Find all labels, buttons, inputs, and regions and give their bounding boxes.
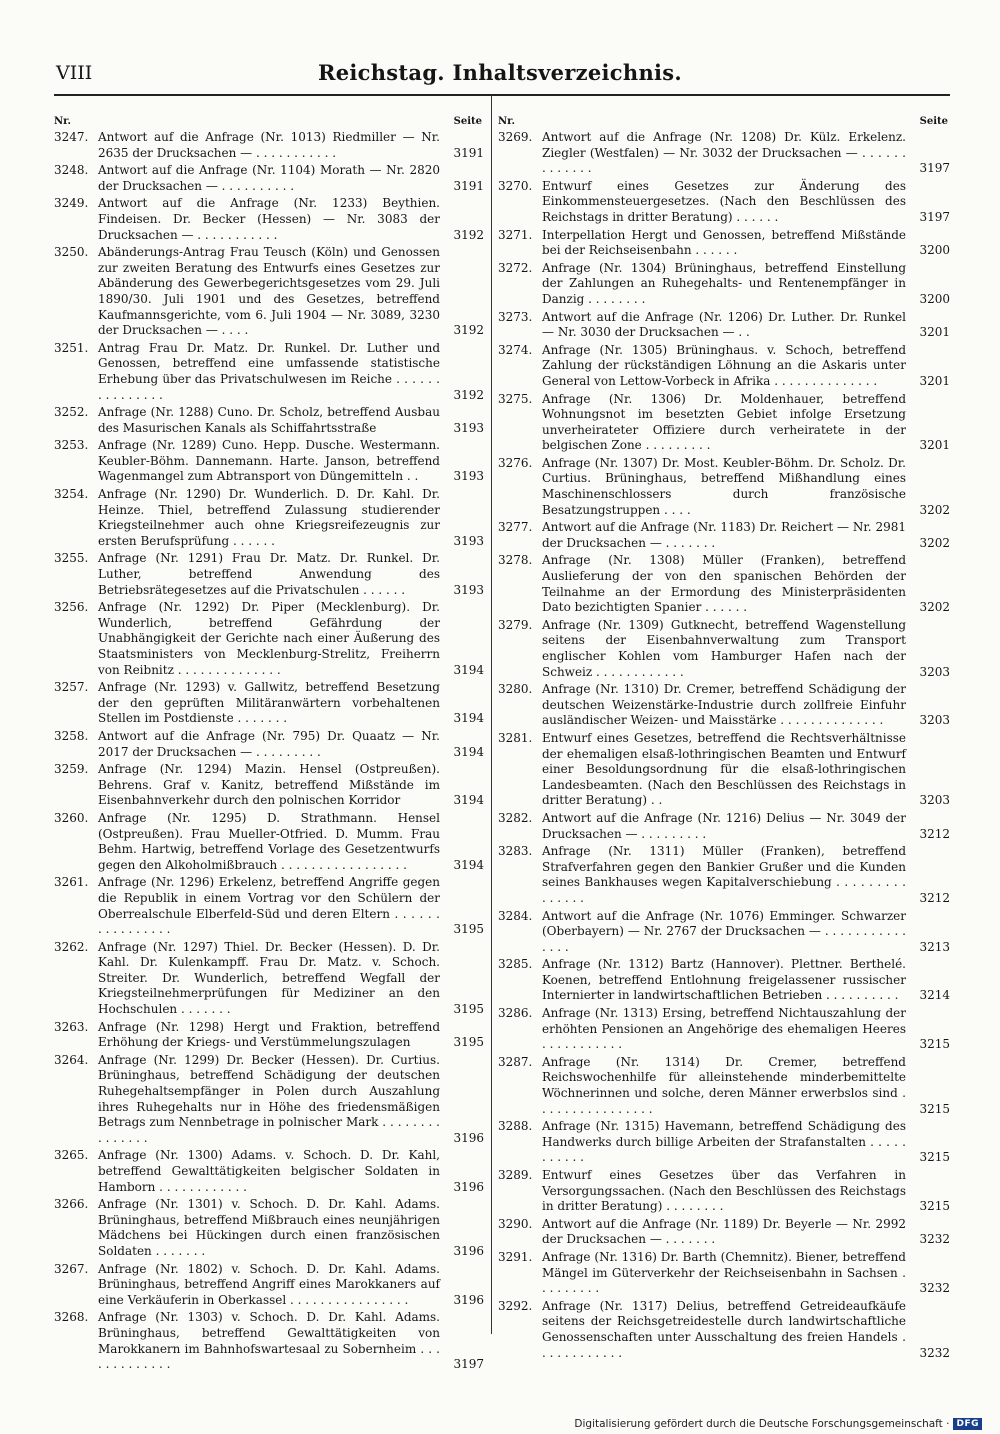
entry-number: 3250. <box>54 245 89 260</box>
entry-page: 3192 <box>453 323 484 338</box>
entry-number: 3261. <box>54 875 89 890</box>
entry-title: Antwort auf die Anfrage (Nr. 1233) Beythien. Findeisen. Dr. Becker (Hessen) — Nr. 3083 der Drucksachen — . . . . . . . . . . . <box>98 196 440 242</box>
entry-number: 3279. <box>498 617 533 632</box>
toc-entry <box>498 179 950 226</box>
entry-page: 3196 <box>453 1130 484 1145</box>
entry-page: 3197 <box>919 209 950 224</box>
entry-title: Entwurf eines Gesetzes zur Änderung des Einkommensteuergesetzes. (Nach den Beschlüssen des Reichstags in dritter Beratung) . . . . . . <box>542 178 906 224</box>
entry-page: 3196 <box>453 1292 484 1307</box>
toc-entry <box>498 1168 950 1215</box>
seite-header: Seite <box>453 116 482 127</box>
toc-entry <box>498 844 950 906</box>
footer <box>574 1418 982 1430</box>
entry-number: 3268. <box>54 1310 89 1325</box>
column-divider <box>491 95 492 1334</box>
toc-entry <box>498 682 950 729</box>
entry-number: 3275. <box>498 391 533 406</box>
entry-page: 3201 <box>919 373 950 388</box>
entry-page: 3191 <box>453 145 484 160</box>
entry-title: Anfrage (Nr. 1297) Thiel. Dr. Becker (Hessen). D. Dr. Kahl. Dr. Kulenkampff. Frau Dr. Matz. v. Schoch. Streiter. Dr. Wunderlich, betreffend Wegfall der Kriegsteilnehmerprüfungen für Mediziner an den Hochschulen . . . . . . . <box>98 939 440 1017</box>
entry-title: Anfrage (Nr. 1314) Dr. Cremer, betreffend Reichswochenhilfe für alleinstehende minderbemittelte Wöchnerinnen und solche, deren Männer erwerbslos sind . . . . . . . . . . . . . . . . <box>542 1054 906 1116</box>
toc-entry <box>54 729 484 760</box>
entry-number: 3287. <box>498 1054 533 1069</box>
entry-page: 3215 <box>919 1199 950 1214</box>
entry-title: Anfrage (Nr. 1301) v. Schoch. D. Dr. Kahl. Adams. Brüninghaus, betreffend Mißbrauch eines neunjährigen Mädchens bei Hückingen durch einen französischen Soldaten . . . . . . . <box>98 1197 440 1258</box>
entry-number: 3259. <box>54 762 89 777</box>
entry-page: 3232 <box>919 1281 950 1296</box>
entry-number: 3278. <box>498 553 533 568</box>
entry-page: 3213 <box>919 939 950 954</box>
entry-number: 3271. <box>498 227 533 242</box>
toc-entry <box>54 811 484 873</box>
entry-number: 3249. <box>54 196 89 211</box>
right-column <box>498 116 950 1363</box>
entry-page: 3192 <box>453 387 484 402</box>
toc-entry <box>54 940 484 1018</box>
entry-page: 3212 <box>919 890 950 905</box>
toc-entry <box>498 520 950 551</box>
entry-title: Anfrage (Nr. 1299) Dr. Becker (Hessen). Dr. Curtius. Brüninghaus, betreffend Schädigung der deutschen Ruhegehaltsempfänger in Polen durch Auszahlung ihres Ruhegehalts nur in Höhe des friedensmäßigen Betrags zum Nennbetrage in polnischer Mark . . . . . . . . . . . . . . . <box>98 1052 440 1145</box>
entry-number: 3254. <box>54 487 89 502</box>
running-title: Reichstag. Inhaltsverzeichnis. <box>317 60 683 85</box>
entry-number: 3256. <box>54 600 89 615</box>
toc-entry <box>498 130 950 177</box>
entry-title: Antwort auf die Anfrage (Nr. 1208) Dr. Külz. Erkelenz. Ziegler (Westfalen) — Nr. 3032 der Drucksachen — . . . . . . . . . . . . . <box>542 130 906 176</box>
entry-title: Anfrage (Nr. 1303) v. Schoch. D. Dr. Kahl. Adams. Brüninghaus, betreffend Gewalttätigkeiten von Marokkanern im Bahnhofswartesaal zu Sobernheim . . . . . . . . . . . . . <box>98 1310 440 1372</box>
toc-entry <box>498 957 950 1004</box>
toc-entry <box>498 553 950 615</box>
entry-page: 3193 <box>453 469 484 484</box>
entry-page: 3202 <box>919 535 950 550</box>
entry-title: Antrag Frau Dr. Matz. Dr. Runkel. Dr. Luther und Genossen, betreffend eine umfassende statistische Erhebung über das Privatschulwesen im Reiche . . . . . . . . . . . . . . . <box>98 340 440 402</box>
entry-number: 3289. <box>498 1168 533 1182</box>
entry-page: 3194 <box>453 857 484 872</box>
entry-title: Anfrage (Nr. 1309) Gutknecht, betreffend Wagenstellung seitens der Eisenbahnverwaltung zum Transport englischer Kohlen vom Hamburger Hafen nach der Schweiz . . . . . . . . . . . . <box>542 617 906 679</box>
page-number: VIII <box>56 62 93 84</box>
footer-credit: Digitalisierung gefördert durch die Deutsche Forschungsgemeinschaft · <box>574 1418 950 1430</box>
entry-title: Anfrage (Nr. 1296) Erkelenz, betreffend Angriffe gegen die Republik in einem Vortrag vor den Schülern der Oberrealschule Elberfeld-Süd und deren Eltern . . . . . . . . . . . . . . . . <box>98 875 440 937</box>
toc-entry <box>498 1250 950 1297</box>
entry-page: 3203 <box>919 664 950 679</box>
entry-page: 3193 <box>453 420 484 435</box>
entry-page: 3191 <box>453 178 484 193</box>
entry-page: 3195 <box>453 1002 484 1017</box>
entry-page: 3194 <box>453 793 484 808</box>
entry-title: Anfrage (Nr. 1289) Cuno. Hepp. Dusche. Westermann. Keubler-Böhm. Dannemann. Harte. Janson, betreffend Wagenmangel zum Abtransport von Düngemitteln . . <box>98 438 440 484</box>
toc-entry <box>54 438 484 485</box>
entry-page: 3195 <box>453 922 484 937</box>
entry-page: 3197 <box>919 161 950 176</box>
entry-title: Antwort auf die Anfrage (Nr. 1104) Morath — Nr. 2820 der Drucksachen — . . . . . . . . . . <box>98 163 440 193</box>
toc-entry <box>54 1148 484 1195</box>
entry-page: 3203 <box>919 793 950 808</box>
toc-entry <box>54 551 484 598</box>
entry-number: 3290. <box>498 1216 533 1231</box>
toc-entry <box>54 875 484 937</box>
entry-number: 3286. <box>498 1006 533 1021</box>
toc-entry <box>54 1020 484 1051</box>
entry-number: 3269. <box>498 130 533 144</box>
entry-page: 3215 <box>919 1101 950 1116</box>
toc-entry <box>498 1119 950 1166</box>
entry-number: 3292. <box>498 1298 533 1313</box>
entry-title: Abänderungs-Antrag Frau Teusch (Köln) und Genossen zur zweiten Beratung des Entwurfs eines Gesetzes zur Abänderung des Gewerbegerichtsgesetzes vom 29. Juli 1890/30. Juli 1901 und des Gesetzes, betreffend Kaufmannsgerichte, vom 6. Juli 1904 — Nr. 3089, 3230 der Drucksachen — . . . . <box>98 245 440 338</box>
entry-title: Anfrage (Nr. 1300) Adams. v. Schoch. D. Dr. Kahl, betreffend Gewalttätigkeiten belgischer Soldaten in Hamborn . . . . . . . . . . . . <box>98 1148 440 1194</box>
entry-title: Anfrage (Nr. 1290) Dr. Wunderlich. D. Dr. Kahl. Dr. Heinze. Thiel, betreffend Zulassung studierender Kriegsteilnehmer auch ohne Kriegsreifezeugnis zur ersten Berufsprüfung . . . . . . <box>98 487 440 548</box>
entry-title: Anfrage (Nr. 1315) Havemann, betreffend Schädigung des Handwerks durch billige Arbeiten der Strafanstalten . . . . . . . . . . . <box>542 1119 906 1165</box>
entry-title: Antwort auf die Anfrage (Nr. 1216) Delius — Nr. 3049 der Drucksachen — . . . . . . . . . <box>542 810 906 841</box>
entry-page: 3196 <box>453 1179 484 1194</box>
entry-number: 3263. <box>54 1019 89 1034</box>
entry-title: Antwort auf die Anfrage (Nr. 1189) Dr. Beyerle — Nr. 2992 der Drucksachen — . . . . . . . <box>542 1216 906 1247</box>
entry-number: 3266. <box>54 1197 89 1212</box>
entry-number: 3270. <box>498 178 533 193</box>
entry-number: 3248. <box>54 163 89 178</box>
toc-entry <box>498 456 950 518</box>
seite-header: Seite <box>919 116 948 127</box>
header-rule <box>54 94 950 96</box>
entry-title: Anfrage (Nr. 1311) Müller (Franken), betreffend Strafverfahren gegen den Bankier Grußer und die Kunden seines Bankhauses wegen Kapitalverschiebung . . . . . . . . . . . . . . . <box>542 844 906 905</box>
toc-entry <box>498 909 950 956</box>
toc-entry <box>54 130 484 161</box>
toc-entry <box>54 245 484 339</box>
entry-page: 3194 <box>453 744 484 759</box>
toc-entry <box>498 1217 950 1248</box>
entry-number: 3282. <box>498 810 533 825</box>
entry-page: 3202 <box>919 502 950 517</box>
entry-title: Anfrage (Nr. 1305) Brüninghaus. v. Schoch, betreffend Zahlung der rückständigen Löhnung an die Askaris unter General von Lettow-Vorbeck in Afrika . . . . . . . . . . . . . . <box>542 342 906 388</box>
entry-number: 3267. <box>54 1261 89 1276</box>
entry-title: Antwort auf die Anfrage (Nr. 1076) Emminger. Schwarzer (Oberbayern) — Nr. 2767 der Drucksachen — . . . . . . . . . . . . . . . <box>542 908 906 954</box>
entry-title: Anfrage (Nr. 1312) Bartz (Hannover). Plettner. Berthelé. Koenen, betreffend Entlohnung freigelassener russischer Internierter in landwirtschaftlichen Betrieben . . . . . . . . . . <box>542 957 906 1003</box>
toc-entry <box>54 196 484 243</box>
toc-entry <box>54 163 484 194</box>
entry-title: Anfrage (Nr. 1306) Dr. Moldenhauer, betreffend Wohnungsnot im besetzten Gebiet infolge Ersetzung unverheirateter Offiziere durch verheiratete in der belgischen Zone . . . . . . . . . <box>542 391 906 453</box>
entry-number: 3273. <box>498 309 533 324</box>
entry-number: 3251. <box>54 340 89 355</box>
toc-entry <box>54 405 484 436</box>
entry-page: 3193 <box>453 582 484 597</box>
entry-title: Anfrage (Nr. 1802) v. Schoch. D. Dr. Kahl. Adams. Brüninghaus, betreffend Angriff eines Marokkaners auf eine Verkäuferin in Oberkassel . . . . . . . . . . . . . . . . <box>98 1261 440 1307</box>
entry-page: 3195 <box>453 1035 484 1050</box>
toc-entry <box>498 310 950 341</box>
entry-number: 3272. <box>498 260 533 275</box>
toc-entry <box>54 600 484 678</box>
toc-entry <box>498 1055 950 1117</box>
entry-page: 3203 <box>919 713 950 728</box>
entry-title: Entwurf eines Gesetzes, betreffend die Rechtsverhältnisse der ehemaligen elsaß-lothringischen Beamten und Entwurf einer Besoldungsordnung für die elsaß-lothringischen Landesbeamten. (Nach den Beschlüssen des Reichstags in dritter Beratung) . . <box>542 730 906 808</box>
nr-header: Nr. <box>498 116 515 127</box>
entry-title: Anfrage (Nr. 1294) Mazin. Hensel (Ostpreußen). Behrens. Graf v. Kanitz, betreffend Mißstände im Eisenbahnverkehr durch den polnischen Korridor <box>98 762 440 808</box>
toc-entry <box>498 261 950 308</box>
entry-title: Antwort auf die Anfrage (Nr. 1206) Dr. Luther. Dr. Runkel — Nr. 3030 der Drucksachen — . . <box>542 309 906 340</box>
entry-page: 3201 <box>919 325 950 340</box>
toc-entry <box>54 1262 484 1309</box>
entry-title: Anfrage (Nr. 1295) D. Strathmann. Hensel (Ostpreußen). Frau Mueller-Otfried. D. Mumm. Frau Behm. Hartwig, betreffend Vorlage des Gesetzentwurfs gegen den Alkoholmißbrauch . . . . . . . . . . . . . . . . . <box>98 810 440 872</box>
entry-number: 3265. <box>54 1148 89 1163</box>
entry-page: 3200 <box>919 243 950 258</box>
entry-title: Anfrage (Nr. 1316) Dr. Barth (Chemnitz). Biener, betreffend Mängel im Güterverkehr der Reichseisenbahn in Sachsen . . . . . . . . . <box>542 1249 906 1296</box>
right-entry-list <box>498 130 950 1361</box>
toc-entry <box>498 228 950 259</box>
entry-title: Anfrage (Nr. 1291) Frau Dr. Matz. Dr. Runkel. Dr. Luther, betreffend Anwendung des Betriebsrätegesetzes auf die Privatschulen . . . . . . <box>98 551 440 597</box>
entry-title: Interpellation Hergt und Genossen, betreffend Mißstände bei der Reichseisenbahn . . . . . . <box>542 227 906 258</box>
entry-number: 3247. <box>54 130 89 144</box>
entry-page: 3197 <box>453 1357 484 1372</box>
right-column-header <box>498 116 950 130</box>
entry-title: Anfrage (Nr. 1317) Delius, betreffend Getreideaufkäufe seitens der Reichsgetreidestelle durch landwirtschaftliche Genossenschaften unter Ausschaltung des freien Handels . . . . . . . . . . . . <box>542 1298 906 1360</box>
entry-title: Anfrage (Nr. 1293) v. Gallwitz, betreffend Besetzung der den geprüften Militäranwärtern vorbehaltenen Stellen im Postdienste . . . . . . . <box>98 680 440 726</box>
left-column-header <box>54 116 484 130</box>
entry-title: Anfrage (Nr. 1298) Hergt und Fraktion, betreffend Erhöhung der Kriegs- und Verstümmelungszulagen <box>98 1019 440 1050</box>
nr-header: Nr. <box>54 116 71 127</box>
toc-entry <box>54 487 484 549</box>
entry-page: 3194 <box>453 711 484 726</box>
entry-number: 3283. <box>498 844 533 859</box>
toc-entry <box>498 392 950 454</box>
toc-entry <box>54 1053 484 1147</box>
entry-number: 3291. <box>498 1249 533 1264</box>
toc-entry <box>498 1006 950 1053</box>
dfg-logo: DFG <box>953 1418 982 1430</box>
entry-page: 3215 <box>919 1037 950 1052</box>
entry-page: 3201 <box>919 438 950 453</box>
entry-number: 3280. <box>498 682 533 697</box>
entry-title: Anfrage (Nr. 1304) Brüninghaus, betreffend Einstellung der Zahlungen an Ruhegehalts- und Rentenempfänger in Danzig . . . . . . . . <box>542 260 906 306</box>
toc-entry <box>54 1197 484 1259</box>
entry-number: 3264. <box>54 1052 89 1067</box>
entry-page: 3196 <box>453 1243 484 1258</box>
entry-title: Antwort auf die Anfrage (Nr. 795) Dr. Quaatz — Nr. 2017 der Drucksachen — . . . . . . . . . <box>98 728 440 759</box>
entry-title: Antwort auf die Anfrage (Nr. 1013) Riedmiller — Nr. 2635 der Drucksachen — . . . . . . . . . . . <box>98 130 440 160</box>
entry-page: 3193 <box>453 533 484 548</box>
entry-page: 3200 <box>919 291 950 306</box>
toc-entry <box>54 762 484 809</box>
entry-number: 3258. <box>54 728 89 743</box>
entry-title: Anfrage (Nr. 1313) Ersing, betreffend Nichtauszahlung der erhöhten Pensionen an Angehörige des ehemaligen Heeres . . . . . . . . . . . <box>542 1006 906 1052</box>
entry-title: Anfrage (Nr. 1307) Dr. Most. Keubler-Böhm. Dr. Scholz. Dr. Curtius. Brüninghaus, betreffend Mißhandlung eines Maschinenschlossers durch französische Besatzungstruppen . . . . <box>542 455 906 517</box>
entry-title: Entwurf eines Gesetzes über das Verfahren in Versorgungssachen. (Nach den Beschlüssen des Reichstags in dritter Beratung) . . . . . . . . <box>542 1168 906 1214</box>
toc-entry <box>498 731 950 809</box>
entry-number: 3253. <box>54 438 89 453</box>
toc-entry <box>498 618 950 680</box>
entry-page: 3192 <box>453 227 484 242</box>
entry-page: 3194 <box>453 662 484 677</box>
entry-number: 3284. <box>498 908 533 923</box>
left-column <box>54 116 484 1375</box>
entry-number: 3274. <box>498 342 533 357</box>
entry-page: 3212 <box>919 826 950 841</box>
entry-page: 3214 <box>919 988 950 1003</box>
entry-page: 3232 <box>919 1345 950 1360</box>
toc-entry <box>54 1310 484 1372</box>
entry-number: 3255. <box>54 551 89 566</box>
entry-title: Antwort auf die Anfrage (Nr. 1183) Dr. Reichert — Nr. 2981 der Drucksachen — . . . . . . . <box>542 520 906 550</box>
toc-entry <box>54 341 484 403</box>
entry-number: 3288. <box>498 1119 533 1134</box>
entry-number: 3252. <box>54 405 89 420</box>
entry-number: 3281. <box>498 730 533 745</box>
toc-entry <box>498 343 950 390</box>
entry-page: 3215 <box>919 1150 950 1165</box>
entry-number: 3276. <box>498 455 533 470</box>
entry-page: 3202 <box>919 600 950 615</box>
toc-entry <box>54 680 484 727</box>
entry-title: Anfrage (Nr. 1310) Dr. Cremer, betreffend Schädigung der deutschen Weizenstärke-Industrie durch zollfreie Einfuhr ausländischer Weizen- und Maisstärke . . . . . . . . . . . . . . <box>542 682 906 728</box>
entry-title: Anfrage (Nr. 1288) Cuno. Dr. Scholz, betreffend Ausbau des Masurischen Kanals als Schiffahrtsstraße <box>98 405 440 435</box>
toc-entry <box>498 811 950 842</box>
entry-number: 3262. <box>54 939 89 954</box>
entry-number: 3277. <box>498 520 533 535</box>
entry-title: Anfrage (Nr. 1292) Dr. Piper (Mecklenburg). Dr. Wunderlich, betreffend Gefährdung der Unabhängigkeit der Gerichte nach einer Äußerung des Staatsministers von Mecklenburg-Strelitz, Freiherrn von Reibnitz . . . . . . . . . . . . . . <box>98 600 440 677</box>
entry-number: 3257. <box>54 680 89 695</box>
entry-number: 3260. <box>54 810 89 825</box>
toc-entry <box>498 1299 950 1361</box>
left-entry-list <box>54 130 484 1373</box>
entry-page: 3232 <box>919 1232 950 1247</box>
entry-number: 3285. <box>498 957 533 972</box>
entry-title: Anfrage (Nr. 1308) Müller (Franken), betreffend Auslieferung der von den spanischen Behörden der Teilnahme an der Ermordung des Ministerpräsidenten Dato bezichtigten Spanier . . . . . . <box>542 553 906 615</box>
